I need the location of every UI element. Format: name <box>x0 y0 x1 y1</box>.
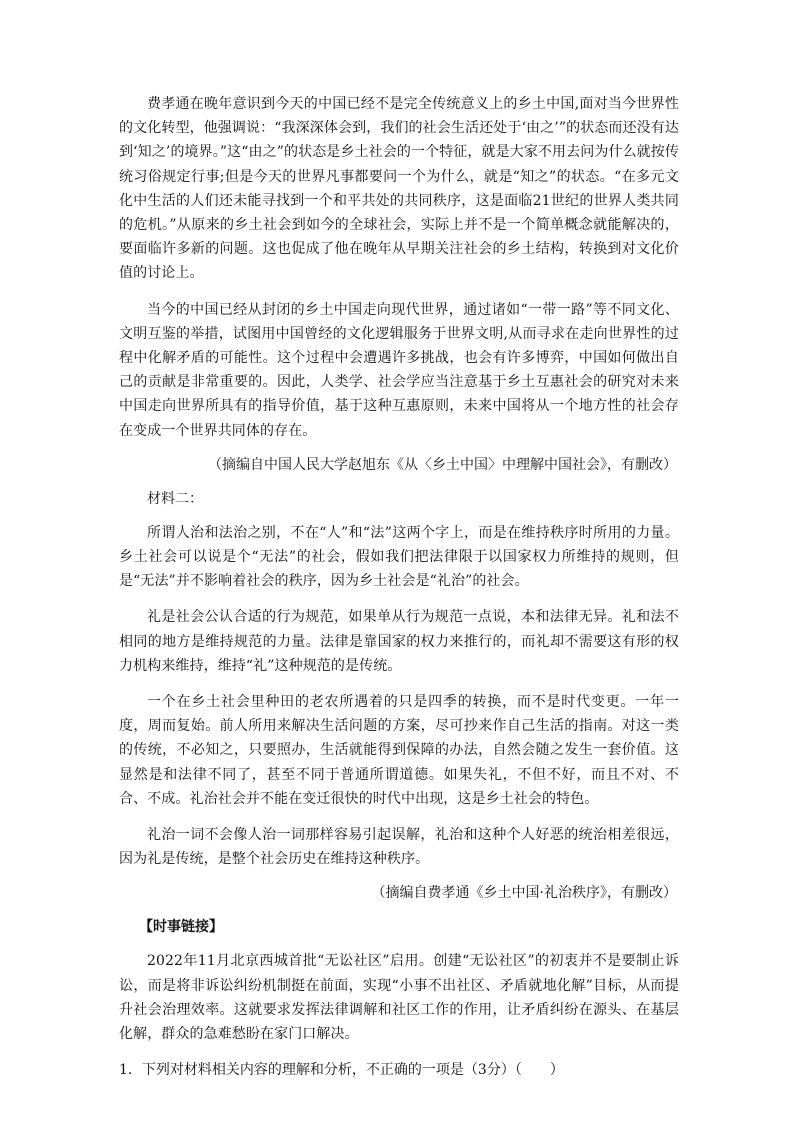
material1-paragraph-1: 费孝通在晚年意识到今天的中国已经不是完全传统意义上的乡土中国,面对当今世界性的文化转型，他强调说：“我深深体会到，我们的社会生活还处于‘由之’”的状态而还没有达到‘知之’的境界。”这“由之”的状态是乡土社会的一个特征，就是大家不用去问为什么就按传统习俗规定行事;但是今天的世界凡事都要问一个为什么，就是“知之”的状态。“在多元文化中生活的人们还未能寻找到一个和平共处的共同秩序，这是面临21世纪的世界人类共同的危机。”从原来的乡土社会到如今的全球社会，实际上并不是一个简单概念就能解决的，要面临许多新的问题。这也促成了他在晚年从早期关注社会的乡土结构，转换到对文化价值的讨论上。 <box>119 96 679 282</box>
material2-source: （摘编自费孝通《乡土中国·礼治秩序》，有删改） <box>371 885 677 902</box>
material2-paragraph-3: 一个在乡土社会里种田的老农所遇着的只是四季的转换，而不是时代变更。一年一度，周而复始。前人所用来解决生活问题的方案，尽可抄来作自己生活的指南。对这一类的传统，不必知之，只要照办，生活就能得到保障的办法，自然会随之发生一套价值。这显然是和法律不同了，甚至不同于普通所谓道德。如果失礼，不但不好，而且不对、不合、不成。礼治社会并不能在变迁很快的时代中出现，这是乡土社会的特色。 <box>119 694 679 807</box>
material2-paragraph-2: 礼是社会公认合适的行为规范，如果单从行为规范一点说，本和法律无异。礼和法不相同的地方是维持规范的力量。法律是靠国家的权力来推行的，而礼却不需要这有形的权力机构来维持，维持“礼”这种规范的是传统。 <box>119 609 679 674</box>
material2-paragraph-4: 礼治一词不会像人治一词那样容易引起误解，礼治和这种个人好恶的统治相差很远，因为礼是传统，是整个社会历史在维持这种秩序。 <box>119 827 679 868</box>
material1-paragraph-2: 当今的中国已经从封闭的乡土中国走向现代世界，通过诸如“一带一路”等不同文化、文明互鉴的举措，试图用中国曾经的文化逻辑服务于世界文明,从而寻求在走向世界性的过程中化解矛盾的可能性。这个过程中会遭遇许多挑战，也会有许多博弈，中国如何做出自己的贡献是非常重要的。因此，人类学、社会学应当注意基于乡土互惠社会的研究对未来中国走向世界所具有的指导价值，基于这种互惠原则，未来中国将从一个地方性的社会存在变成一个世界共同体的存在。 <box>119 301 679 439</box>
material2-label: 材料二： <box>147 490 203 507</box>
question-1: 1．下列对材料相关内容的理解和分析，不正确的一项是（3分）（ ） <box>119 1062 564 1079</box>
material1-source: （摘编自中国人民大学赵旭东《从〈乡土中国〉中理解中国社会》，有删改） <box>208 456 677 473</box>
current-events-paragraph: 2022年11月北京西城首批“无讼社区”启用。创建“无讼社区”的初衷并不是要制止诉讼，而是将非诉讼纠纷机制挺在前面，实现“小事不出社区、矛盾就地化解”目标，从而提升社会治理效率。这就要求发挥法律调解和社区工作的作用，让矛盾纠纷在源头、在基层化解，群众的急难愁盼在家门口解决。 <box>119 953 679 1043</box>
document-body <box>119 92 679 1082</box>
current-events-label: 【时事链接】 <box>139 919 223 936</box>
material2-paragraph-1: 所谓人治和法治之别，不在“人”和“法”这两个字上，而是在维持秩序时所用的力量。乡土社会可以说是个“无法”的社会，假如我们把法律限于以国家权力所维持的规则，但是“无法”并不影响着社会的秩序，因为乡土社会是“礼治”的社会。 <box>119 524 679 590</box>
